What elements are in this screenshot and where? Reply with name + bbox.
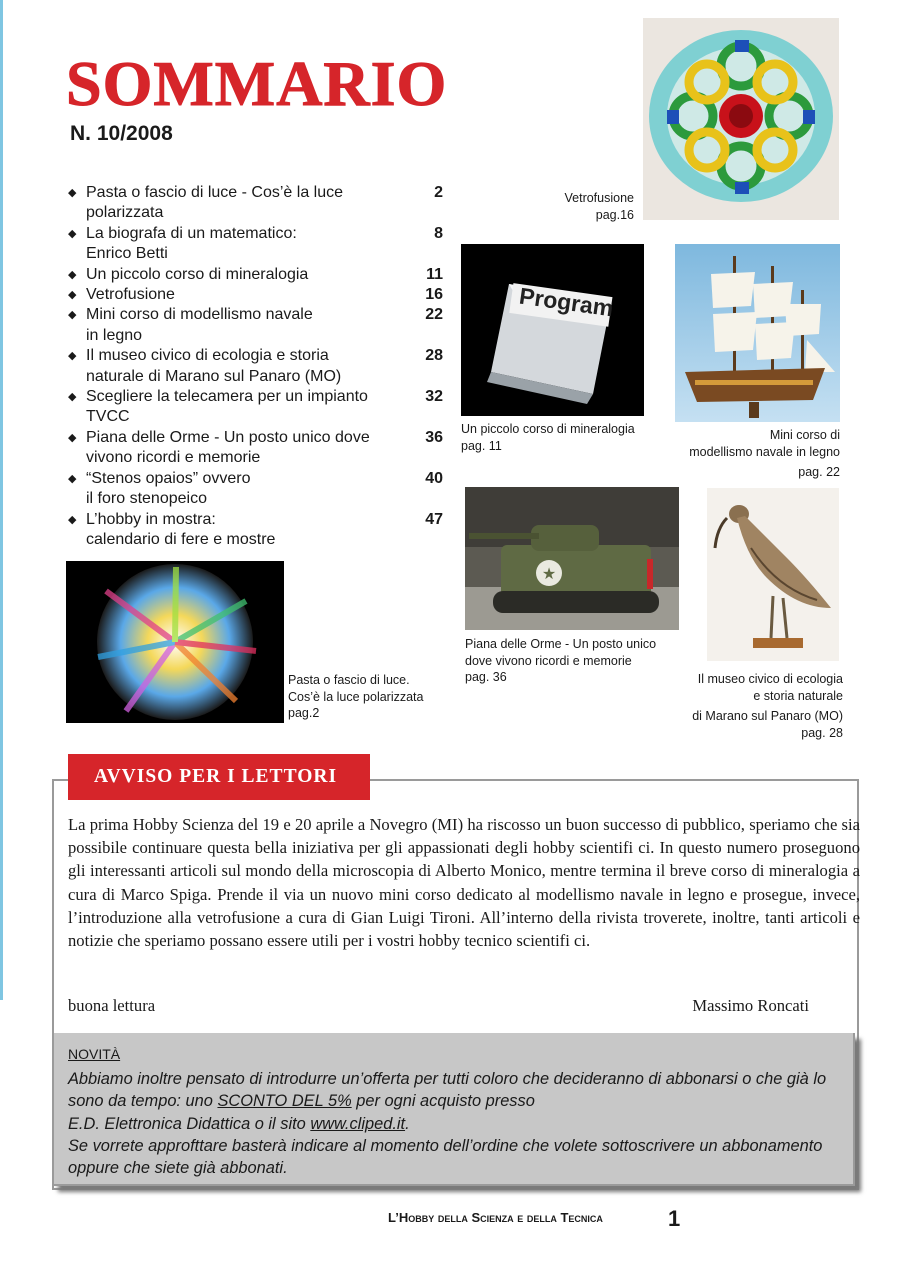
discount-highlight: SCONTO DEL 5% [217, 1092, 352, 1111]
diamond-bullet-icon: ◆ [68, 472, 77, 485]
toc-item-title [86, 469, 407, 510]
toc-item[interactable] [68, 428, 443, 469]
toc-item[interactable] [68, 224, 443, 265]
ship-caption [660, 427, 840, 481]
toc-item-line: calendario di fere e mostre [86, 530, 276, 548]
notice-heading: AVVISO PER I LETTORI [68, 754, 370, 800]
toc-item[interactable] [68, 305, 443, 346]
diamond-bullet-icon: ◆ [68, 268, 77, 281]
toc-item-line: vivono ricordi e memorie [86, 449, 261, 467]
toc-item[interactable] [68, 285, 443, 305]
toc-item-line: il foro stenopeico [86, 490, 207, 508]
toc-item[interactable] [68, 387, 443, 428]
toc-item-page: 8 [434, 224, 443, 242]
toc-item-title [86, 428, 407, 469]
caption-page: pag.2 [288, 706, 320, 720]
diamond-bullet-icon: ◆ [68, 431, 77, 444]
toc-item-page: 11 [426, 265, 443, 283]
toc-item-page: 28 [425, 347, 443, 365]
page-number: 1 [668, 1206, 681, 1231]
left-edge-rule [0, 0, 3, 1000]
toc-item-page: 2 [434, 184, 443, 201]
bird-specimen-photo [707, 488, 839, 661]
diamond-bullet-icon: ◆ [68, 309, 77, 322]
caption-page: pag. 11 [461, 438, 502, 453]
diamond-bullet-icon: ◆ [68, 289, 77, 302]
news-text-part: Abbiamo inoltre pensato di introdurre un’offerta per tutti coloro che decideranno di abbonarsi o che già lo sono da tempo: uno [68, 1070, 827, 1111]
toc-item[interactable] [68, 183, 443, 224]
news-text-part: per ogni acquisto presso [351, 1092, 535, 1111]
polarized-caption [288, 672, 458, 722]
caption-line: Pasta o fascio di luce. [288, 673, 410, 687]
caption-line: modellismo navale in legno [689, 444, 840, 459]
toc-item-line: Il museo civico di ecologia e storia [86, 347, 329, 365]
diamond-bullet-icon: ◆ [68, 350, 77, 363]
caption-line: e storia naturale [753, 688, 843, 703]
vetrofusione-caption [520, 190, 634, 223]
diamond-bullet-icon: ◆ [68, 513, 77, 526]
caption-page: pag. 28 [801, 725, 843, 740]
tank-photo [465, 487, 679, 630]
toc-item-title [86, 224, 407, 265]
crystal-label: Program [517, 282, 616, 322]
toc-item-line: Un piccolo corso di mineralogia [86, 265, 309, 283]
toc-item-title [86, 305, 407, 346]
news-text [68, 1068, 848, 1179]
website-link[interactable]: www.cliped.it [310, 1114, 406, 1133]
toc-item-page: 16 [425, 286, 443, 304]
toc-item-page: 40 [425, 469, 443, 487]
caption-page: pag. 22 [798, 465, 840, 479]
table-of-contents [68, 183, 443, 550]
toc-item-title [86, 265, 407, 285]
toc-item-page: 32 [425, 388, 443, 406]
toc-item-page: 22 [425, 306, 443, 324]
toc-item-line: “Stenos opaios” ovvero [86, 469, 251, 487]
toc-item-line: naturale di Marano sul Panaro (MO) [86, 367, 342, 385]
toc-item[interactable] [68, 469, 443, 510]
mineral-crystal-photo [461, 244, 644, 416]
vetrofusione-photo [643, 18, 839, 220]
footer-magazine-name: L’Hobby della Scienza e della Tecnica [388, 1210, 603, 1225]
page-title: SOMMARIO [66, 48, 448, 119]
bird-caption [650, 671, 843, 741]
caption-line: Un piccolo corso di mineralogia [461, 422, 635, 436]
toc-item-line: Pasta o fascio di luce - Cos’è la luce [86, 184, 344, 201]
notice-text: La prima Hobby Scienza del 19 e 20 aprile a Novegro (MI) ha riscosso un buon successo di pubblico, speriamo che sia possibile continuare questa bella iniziativa per gli appassionati degli hobby scientifi ci. In questo numero proseguono gli interessanti articoli sul mondo della microscopia di Alberto Monico, mentre termina il breve corso di mineralogia a cura di Marco Spiga. Prende il via un nuovo mini corso dedicato al modellismo navale in legno e prosegue, invece, l’introduzione alla vetrofusione a cura di Gian Luigi Tironi. All’interno della rivista troverete, inoltre, tanti articoli e notizie che speriamo possano essere utili per i vostri hobby tecnico scientifi ci. [68, 815, 860, 951]
caption-line: Cos’è la luce polarizzata [288, 689, 424, 704]
toc-item-page: 36 [425, 428, 443, 446]
signature: Massimo Roncati [692, 996, 809, 1015]
toc-item-line: in legno [86, 326, 143, 344]
toc-item-title [86, 183, 407, 224]
news-text-part: E.D. Elettronica Didattica o il sito [68, 1114, 311, 1133]
news-heading: NOVITÀ [68, 1046, 121, 1062]
svg-text:★: ★ [541, 564, 557, 583]
diamond-bullet-icon: ◆ [68, 187, 77, 199]
toc-item-page: 47 [425, 510, 443, 528]
toc-item-line: Scegliere la telecamera per un impianto [86, 388, 368, 406]
toc-item-line: Piana delle Orme - Un posto unico dove [86, 428, 370, 446]
caption-page: pag.16 [595, 207, 634, 222]
toc-item-line: TVCC [86, 408, 130, 426]
caption-line: Mini corso di [769, 428, 840, 442]
polarized-light-photo [66, 561, 284, 723]
toc-item-title [86, 387, 407, 428]
toc-item-title [86, 510, 407, 551]
toc-item[interactable] [68, 346, 443, 387]
issue-number: N. 10/2008 [70, 122, 173, 145]
caption-line: Il museo civico di ecologia [697, 672, 843, 686]
toc-item-title [86, 346, 407, 387]
caption-line: dove vivono ricordi e memorie [465, 653, 632, 668]
toc-item-line: Mini corso di modellismo navale [86, 306, 313, 324]
diamond-bullet-icon: ◆ [68, 391, 77, 404]
news-text-part: Se vorrete approfttare basterà indicare al momento dell’ordine che volete sottoscrivere un abbonamento oppure che siete già abbonati. [68, 1136, 823, 1178]
toc-item-line: Enrico Betti [86, 245, 168, 263]
toc-item[interactable] [68, 510, 443, 551]
diamond-bullet-icon: ◆ [68, 227, 77, 240]
caption-line: di Marano sul Panaro (MO) [692, 709, 843, 723]
news-text-part: . [405, 1114, 410, 1133]
caption-line: Piana delle Orme - Un posto unico [465, 637, 657, 651]
caption-page: pag. 36 [465, 670, 507, 684]
ship-model-photo [675, 244, 840, 422]
mineralogy-caption [461, 421, 661, 454]
toc-item[interactable] [68, 265, 443, 285]
toc-item-title [86, 285, 407, 305]
toc-item-line: L’hobby in mostra: [86, 510, 216, 528]
toc-item-line: polarizzata [86, 204, 164, 222]
caption-line: Vetrofusione [564, 191, 634, 205]
toc-item-line: Vetrofusione [86, 286, 175, 304]
toc-item-line: La biografa di un matematico: [86, 224, 297, 242]
closing-greeting: buona lettura [68, 996, 156, 1015]
